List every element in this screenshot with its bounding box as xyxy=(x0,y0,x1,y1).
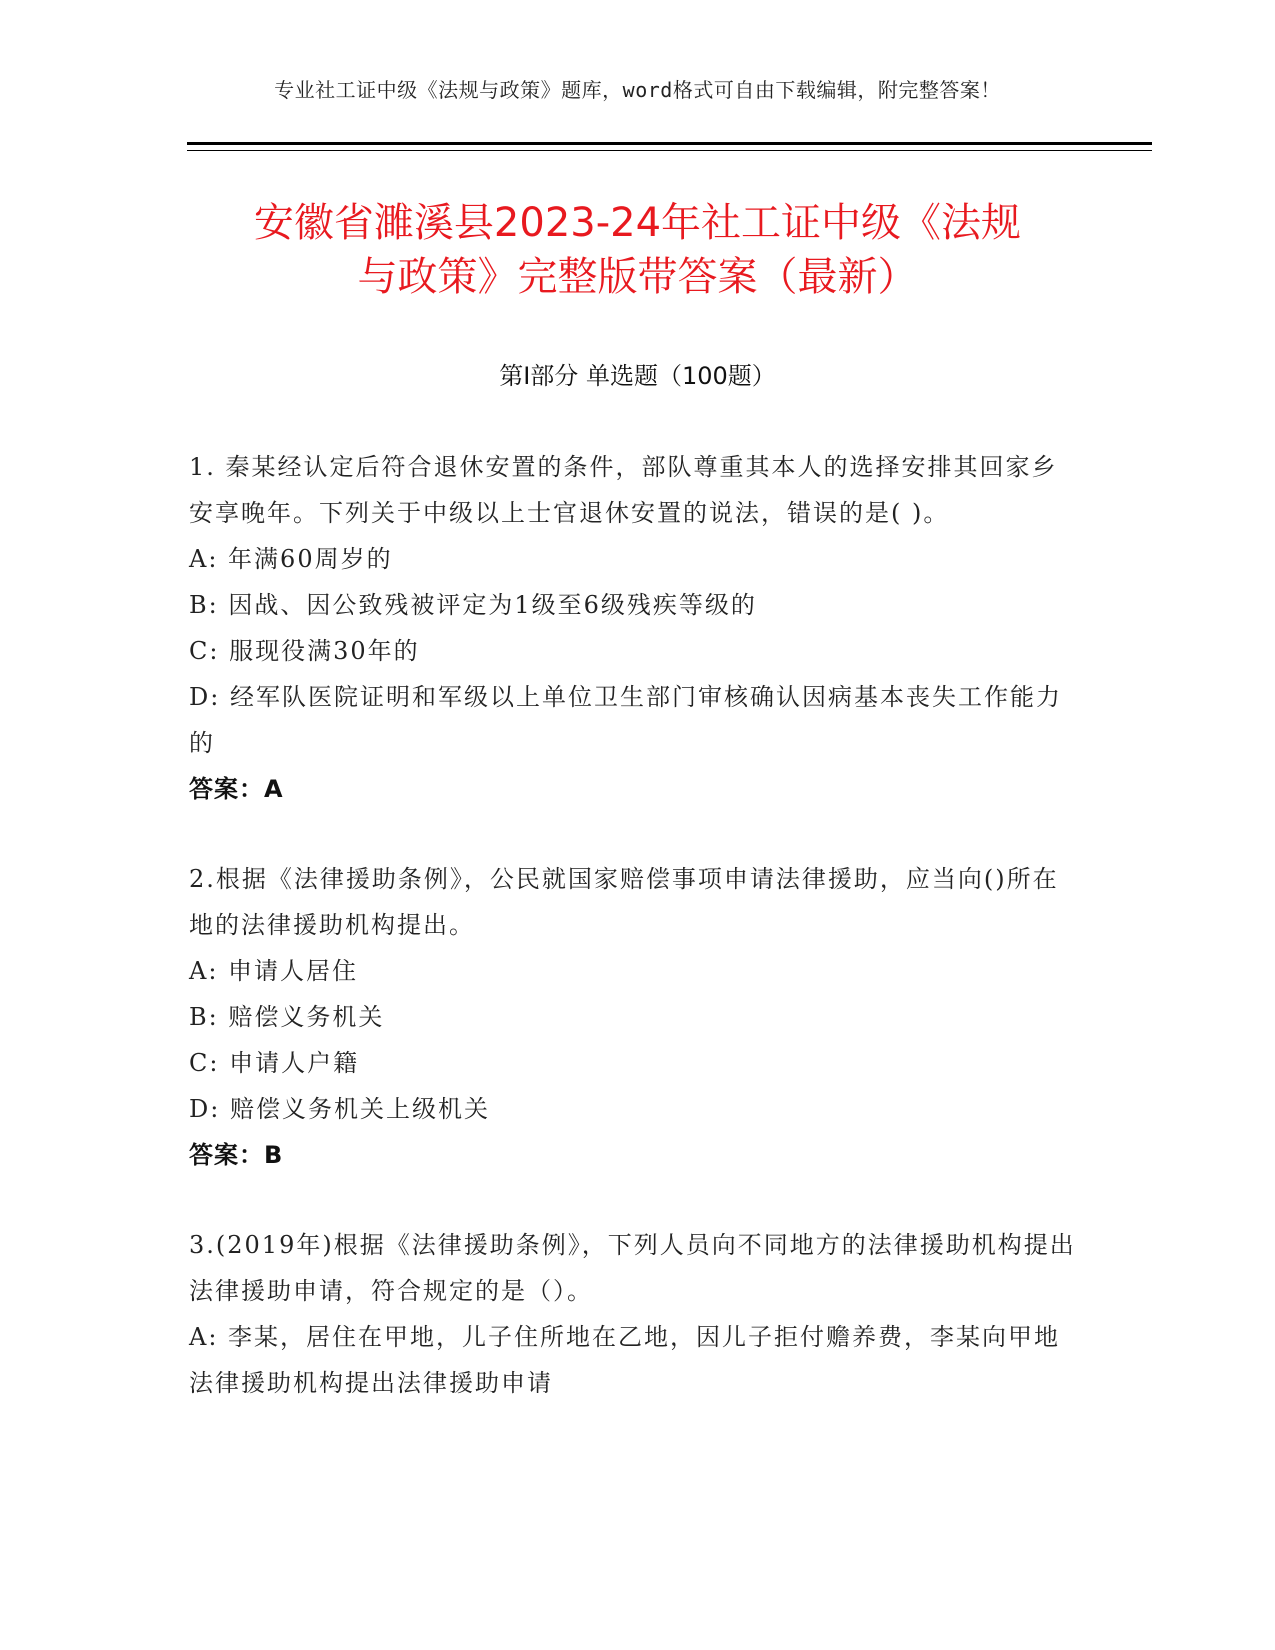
header-note: 专业社工证中级《法规与政策》题库，word格式可自由下载编辑，附完整答案！ xyxy=(274,78,1001,102)
option-c: C: 申请人户籍 xyxy=(189,1049,360,1077)
option-c: C: 服现役满30年的 xyxy=(189,637,420,665)
question-1 xyxy=(189,444,1079,812)
option-a: A: 申请人居住 xyxy=(189,957,359,985)
question-stem: 3.(2019年)根据《法律援助条例》，下列人员向不同地方的法律援助机构提出法律援助申请，符合规定的是（）。 xyxy=(189,1231,1076,1305)
header-rule-thin xyxy=(187,150,1152,151)
option-b: B: 赔偿义务机关 xyxy=(189,1003,385,1031)
question-list xyxy=(189,444,1079,1450)
question-stem: 2.根据《法律援助条例》，公民就国家赔偿事项申请法律援助，应当向()所在地的法律援助机构提出。 xyxy=(189,865,1059,939)
option-a: A: 李某，居住在甲地，儿子住所地在乙地，因儿子拒付赡养费，李某向甲地法律援助机构提出法律援助申请 xyxy=(189,1323,1061,1397)
document-title xyxy=(150,196,1125,304)
question-stem: 1. 秦某经认定后符合退休安置的条件，部队尊重其本人的选择安排其回家乡安享晚年。下列关于中级以上士官退休安置的说法，错误的是( )。 xyxy=(189,453,1058,527)
option-b: B: 因战、因公致残被评定为1级至6级残疾等级的 xyxy=(189,591,757,619)
option-d: D: 赔偿义务机关上级机关 xyxy=(189,1095,490,1123)
question-2 xyxy=(189,856,1079,1178)
header-rule-thick xyxy=(187,142,1152,145)
option-d: D: 经军队医院证明和军级以上单位卫生部门审核确认因病基本丧失工作能力的 xyxy=(189,683,1062,757)
document-title-line-1: 安徽省濉溪县2023-24年社工证中级《法规 xyxy=(253,200,1022,246)
answer: 答案：A xyxy=(189,775,284,803)
option-a: A: 年满60周岁的 xyxy=(189,545,393,573)
document-title-line-2: 与政策》完整版带答案（最新） xyxy=(357,254,918,300)
question-3 xyxy=(189,1222,1079,1406)
answer: 答案：B xyxy=(189,1141,284,1169)
section-heading: 第Ⅰ部分 单选题（100题） xyxy=(499,362,776,390)
